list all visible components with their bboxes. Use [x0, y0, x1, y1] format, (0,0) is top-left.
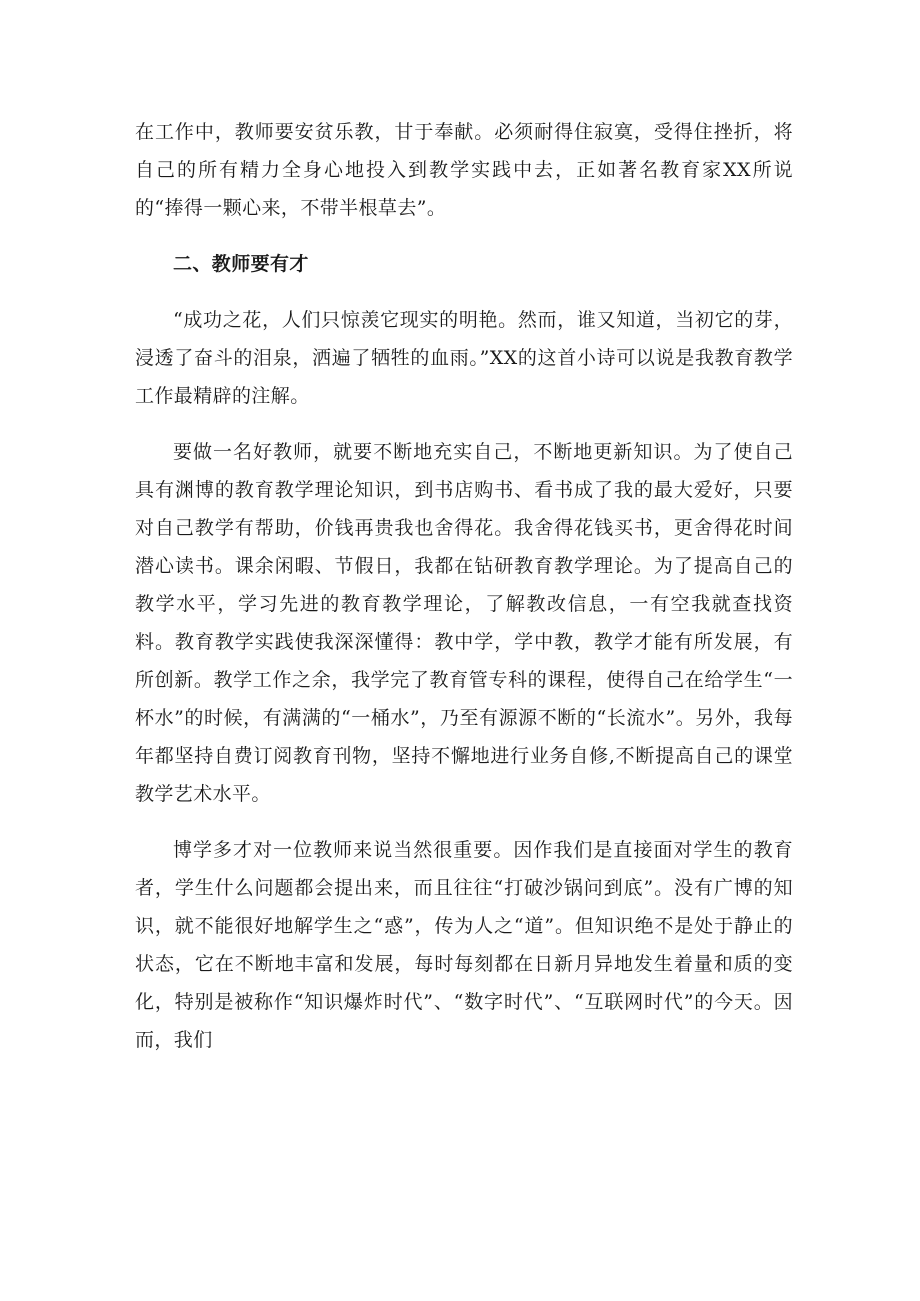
paragraph-4: 博学多才对一位教师来说当然很重要。因作我们是直接面对学生的教育者，学生什么问题都会提出来，而且往往“打破沙锅问到底”。没有广博的知识，就不能很好地解学生之“惑”，传为人之“道”。但知识绝不是处于静止的状态，它在不断地丰富和发展，每时每刻都在日新月异地发生着量和质的变化，特别是被称作“知识爆炸时代”、“数字时代”、“互联网时代”的今天。因而，我们	[135, 839, 793, 1051]
section-heading-2: 二、教师要有才	[173, 253, 309, 275]
paragraph-3: 要做一名好教师，就要不断地充实自己，不断地更新知识。为了使自己具有渊博的教育教学理论知识，到书店购书、看书成了我的最大爱好，只要对自己教学有帮助，价钱再贵我也舍得花。我舍得花钱买书，更舍得花时间潜心读书。课余闲暇、节假日，我都在钻研教育教学理论。为了提高自己的教学水平，学习先进的教育教学理论，了解教改信息，一有空我就查找资料。教育教学实践使我深深懂得：教中学，学中教，教学才能有所发展，有所创新。教学工作之余，我学完了教育管专科的课程，使得自己在给学生“一杯水”的时候，有满满的“一桶水”，乃至有源源不断的“长流水”。另外，我每年都坚持自费订阅教育刊物，坚持不懈地进行业务自修,不断提高自己的课堂教学艺术水平。	[135, 441, 793, 805]
paragraph-2: “成功之花，人们只惊羡它现实的明艳。然而，谁又知道，当初它的芽，浸透了奋斗的泪泉，洒遍了牺牲的血雨。”XX的这首小诗可以说是我教育教学工作最精辟的注解。	[135, 309, 793, 407]
document-page	[135, 113, 793, 1059]
paragraph-1: 在工作中，教师要安贫乐教，甘于奉献。必须耐得住寂寞，受得住挫折，将自己的所有精力全身心地投入到教学实践中去，正如著名教育家XX所说的“捧得一颗心来，不带半根草去”。	[135, 121, 793, 219]
